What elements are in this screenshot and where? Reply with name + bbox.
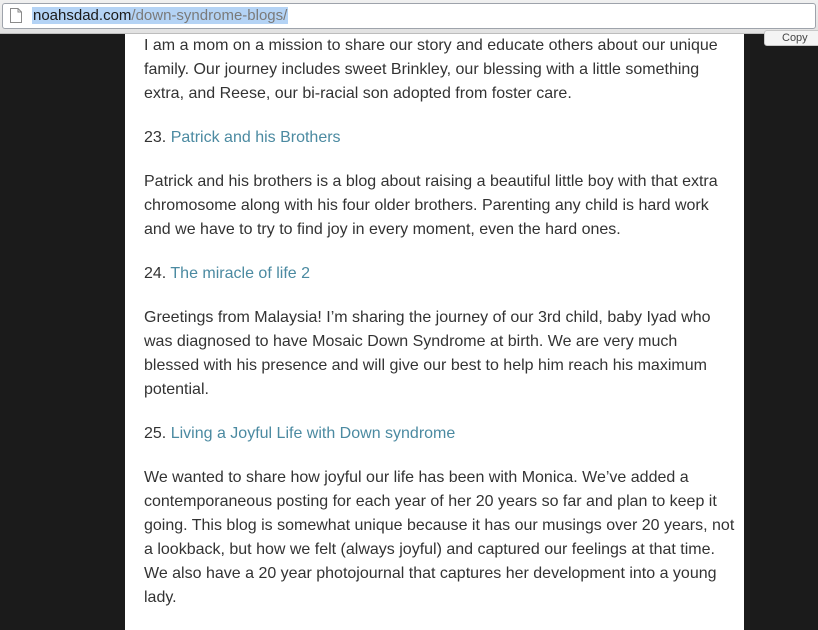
blog-link[interactable]: Living a Joyful Life with Down syndrome [170,425,456,442]
entry-number: 23. [144,129,167,146]
page-icon [10,8,22,23]
entry-number: 25. [144,425,167,442]
blog-link[interactable]: Patrick and his Brothers [170,129,341,146]
blog-description: Patrick and his brothers is a blog about raising a beautiful little boy with that extra chromosome along with his four older brothers. Parenting any child is hard work and we have to try to find joy in every moment, even the hard ones. [144,173,718,238]
browser-address-bar [0,0,818,34]
entry-number: 24. [144,265,167,282]
url-domain: noahsdad.com [33,7,132,24]
url-text [32,7,288,24]
blog-link[interactable]: The miracle of life 2 [170,265,311,282]
url-path: /down-syndrome-blogs/ [131,7,288,24]
url-input[interactable] [2,3,816,29]
blog-entry-heading [144,262,736,286]
blog-description: We wanted to share how joyful our life has been with Monica. We’ve added a contemporaneous posting for each year of her 20 years so far and plan to keep it going. This blog is somewhat unique because it has our musings over 20 years, not a lookback, but how we felt (always joyful) and captured our feelings at that time. We also have a 20 year photojournal that captures her development into a young lady. [144,469,735,606]
blog-entry-heading [144,422,736,446]
copy-button[interactable]: Copy [764,30,818,46]
article-body [144,34,736,630]
blog-entry-heading [144,126,736,150]
blog-description: Greetings from Malaysia! I’m sharing the journey of our 3rd child, baby Iyad who was diagnosed to have Mosaic Down Syndrome at birth. We are very much blessed with his presence and will give our best to help him reach his maximum potential. [144,309,711,398]
article-panel [125,34,744,630]
intro-paragraph: I am a mom on a mission to share our story and educate others about our unique family. Our journey includes sweet Brinkley, our blessing with a little something extra, and Reese, our bi-racial son adopted from foster care. [144,37,718,102]
